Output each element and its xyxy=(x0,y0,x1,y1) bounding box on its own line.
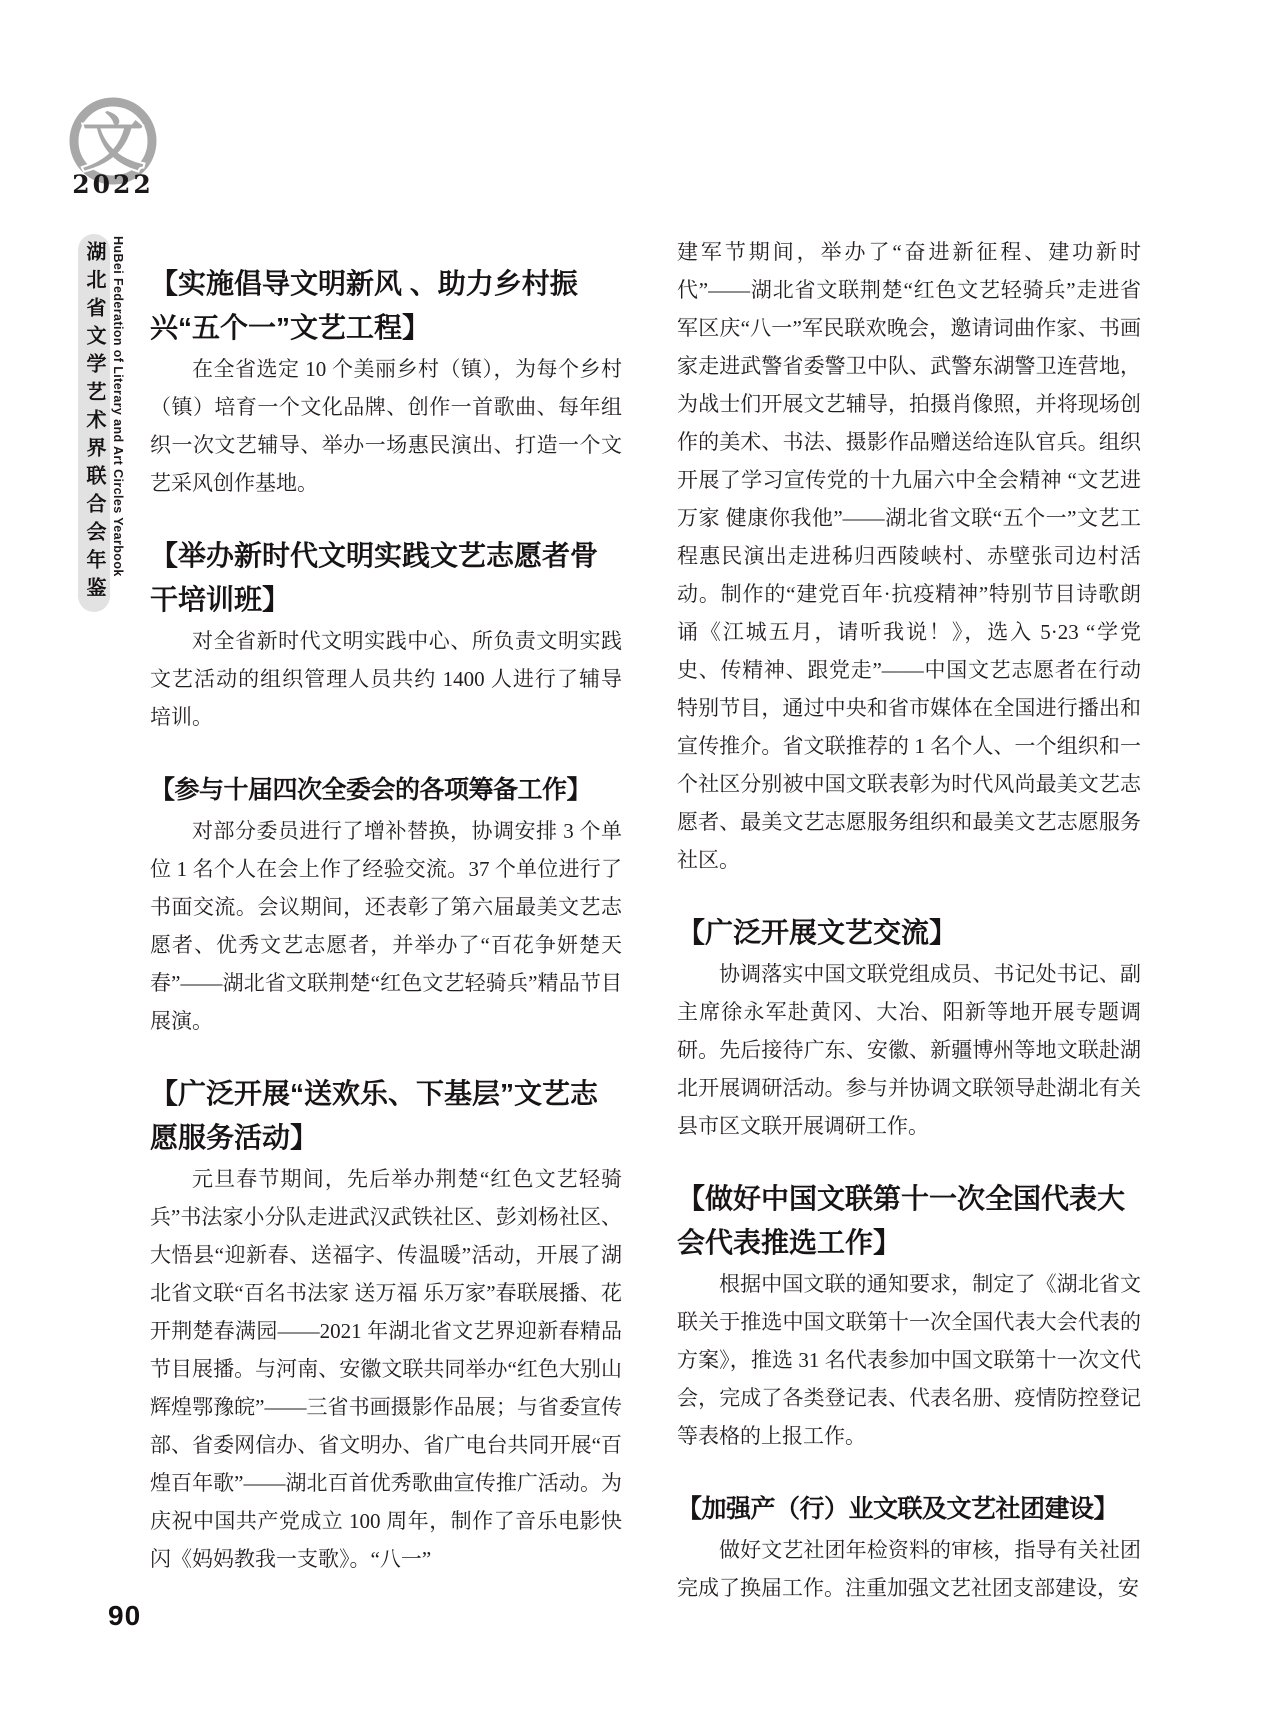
paragraph: 元旦春节期间，先后举办荆楚“红色文艺轻骑兵”书法家小分队走进武汉武铁社区、彭刘杨社区、大悟县“迎新春、送福字、传温暖”活动，开展了湖北省文联“百名书法家 送万福 乐万家”春联展播、花开荆楚春满园——2021 年湖北省文艺界迎新春精品节目展播。与河南、安徽文联共同举办“红色大别山 辉煌鄂豫皖”——三省书画摄影作品展；与省委宣传部、省委网信办、省文明办、省广电台共同开展“百煌百年歌”——湖北百首优秀歌曲宣传推广活动。为庆祝中国共产党成立 100 周年，制作了音乐电影快闪《妈妈教我一支歌》。“八一” xyxy=(150,1167,622,1571)
paragraph: 对部分委员进行了增补替换，协调安排 3 个单位 1 名个人在会上作了经验交流。37 个单位进行了书面交流。会议期间，还表彰了第六届最美文艺志愿者、优秀文艺志愿者，并举办了“百花争妍楚天春”——湖北省文联荆楚“红色文艺轻骑兵”精品节目展演。 xyxy=(150,819,622,1033)
section-heading-plenary-preparation: 【参与十届四次全委会的各项筹备工作】 xyxy=(150,776,592,804)
section-heading-congress-delegates: 【做好中国文联第十一次全国代表大会代表推选工作】 xyxy=(677,1183,1126,1258)
right-column xyxy=(677,233,1141,1607)
section-heading-training-class: 【举办新时代文明实践文艺志愿者骨干培训班】 xyxy=(150,540,599,615)
section-heading-association-building: 【加强产（行）业文联及文艺社团建设】 xyxy=(677,1495,1119,1523)
svg-text:文: 文 xyxy=(81,109,145,178)
left-column xyxy=(150,262,622,1578)
paragraph: 对全省新时代文明实践中心、所负责文明实践文艺活动的组织管理人员共约 1400 人进行了辅导培训。 xyxy=(150,629,622,729)
sidebar-title-cn: 湖北省文学艺术界联合会年鉴 xyxy=(83,241,105,605)
paragraph: 做好文艺社团年检资料的审核，指导有关社团完成了换届工作。注重加强文艺社团支部建设，安 xyxy=(677,1538,1141,1600)
sidebar-title-en: HuBei Federation of Literary and Art Circles Yearbook xyxy=(111,236,125,577)
section-heading-art-exchange: 【广泛开展文艺交流】 xyxy=(677,917,958,948)
paragraph: 在全省选定 10 个美丽乡村（镇），为每个乡村（镇）培育一个文化品牌、创作一首歌曲、每年组织一次文艺辅导、举办一场惠民演出、打造一个文艺采风创作基地。 xyxy=(150,357,622,495)
page-number: 90 xyxy=(108,1600,142,1631)
year-label: 2022 xyxy=(72,170,154,199)
paragraph: 协调落实中国文联党组成员、书记处书记、副主席徐永军赴黄冈、大冶、阳新等地开展专题调研。先后接待广东、安徽、新疆博州等地文联赴湖北开展调研活动。参与并协调文联领导赴湖北有关县市区文联开展调研工作。 xyxy=(677,962,1141,1138)
sidebar-strip xyxy=(78,234,110,612)
paragraph: 根据中国文联的通知要求，制定了《湖北省文联关于推选中国文联第十一次全国代表大会代表的方案》，推选 31 名代表参加中国文联第十一次文代会，完成了各类登记表、代表名册、疫情防控登记等表格的上报工作。 xyxy=(677,1272,1141,1448)
section-heading-volunteer-service: 【广泛开展“送欢乐、下基层”文艺志愿服务活动】 xyxy=(150,1078,599,1153)
paragraph-continuation: 建军节期间，举办了“奋进新征程、建功新时代”——湖北省文联荆楚“红色文艺轻骑兵”走进省军区庆“八一”军民联欢晚会，邀请词曲作家、书画家走进武警省委警卫中队、武警东湖警卫连营地，为战士们开展文艺辅导，拍摄肖像照，并将现场创作的美术、书法、摄影作品赠送给连队官兵。组织开展了学习宣传党的十九届六中全会精神 “文艺进万家 健康你我他”——湖北省文联“五个一”文艺工程惠民演出走进秭归西陵峡村、赤壁张司边村活动。制作的“建党百年·抗疫精神”特别节目诗歌朗诵《江城五月，请听我说！》，选入 5·23 “学党史、传精神、跟党走”——中国文艺志愿者在行动特别节目，通过中央和省市媒体在全国进行播出和宣传推介。省文联推荐的 1 名个人、一个组织和一个社区分别被中国文联表彰为时代风尚最美文艺志愿者、最美文艺志愿服务组织和最美文艺志愿服务社区。 xyxy=(677,240,1141,872)
section-heading-five-one-project: 【实施倡导文明新风 、助力乡村振兴“五个一”文艺工程】 xyxy=(150,268,578,343)
